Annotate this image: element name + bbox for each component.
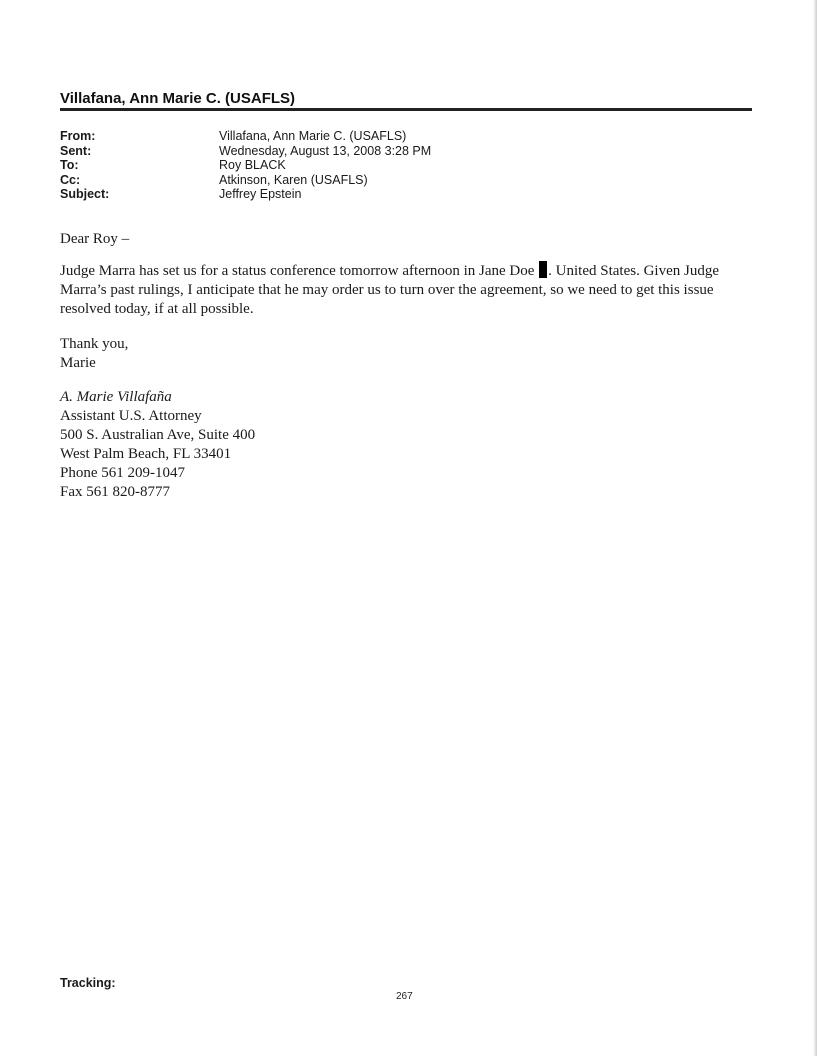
cc-label: Cc: [60,172,81,187]
from-value: Villafana, Ann Marie C. (USAFLS) [219,129,407,143]
from-label: From: [60,129,96,143]
sent-value: Wednesday, August 13, 2008 3:28 PM [219,143,432,158]
email-closing [60,335,760,373]
subject-label: Subject: [60,187,110,201]
closing-thanks: Thank you, [60,336,129,352]
signature-address-line1: 500 S. Australian Ave, Suite 400 [60,427,256,443]
signature-name: A. Marie Villafaña [60,389,172,405]
cc-row [60,173,431,188]
cc-value: Atkinson, Karen (USAFLS) [219,172,368,187]
paragraph-text-start: Judge Marra has set us for a status conference tomorrow afternoon in Jane Doe [60,263,535,279]
email-greeting: Dear Roy – [60,231,130,247]
signature-title: Assistant U.S. Attorney [60,408,202,424]
email-signature [60,388,760,502]
paragraph-text-end: . United States. Given Judge Marra’s past rulings, I anticipate that he may order us to turn over the agreement, so we need to get this issue resolved today, if at all possible. [60,263,719,317]
to-row [60,158,431,173]
tracking-label: Tracking: [60,976,116,990]
mailbox-owner-name: Villafana, Ann Marie C. (USAFLS) [60,90,296,107]
email-header-fields [60,129,431,202]
sent-label: Sent: [60,143,92,158]
signature-phone: Phone 561 209-1047 [60,465,185,481]
signature-fax: Fax 561 820-8777 [60,484,170,500]
to-value: Roy BLACK [219,158,286,172]
header-divider [60,108,752,111]
scan-edge-shadow [813,0,817,1056]
closing-name: Marie [60,355,96,371]
sent-row [60,144,431,159]
from-row [60,129,431,144]
subject-value: Jeffrey Epstein [219,187,302,201]
to-label: To: [60,158,79,172]
redaction-block [539,261,547,278]
subject-row [60,187,431,202]
email-body-paragraph [60,261,760,319]
signature-address-line2: West Palm Beach, FL 33401 [60,446,232,462]
page-number: 267 [396,991,413,1002]
